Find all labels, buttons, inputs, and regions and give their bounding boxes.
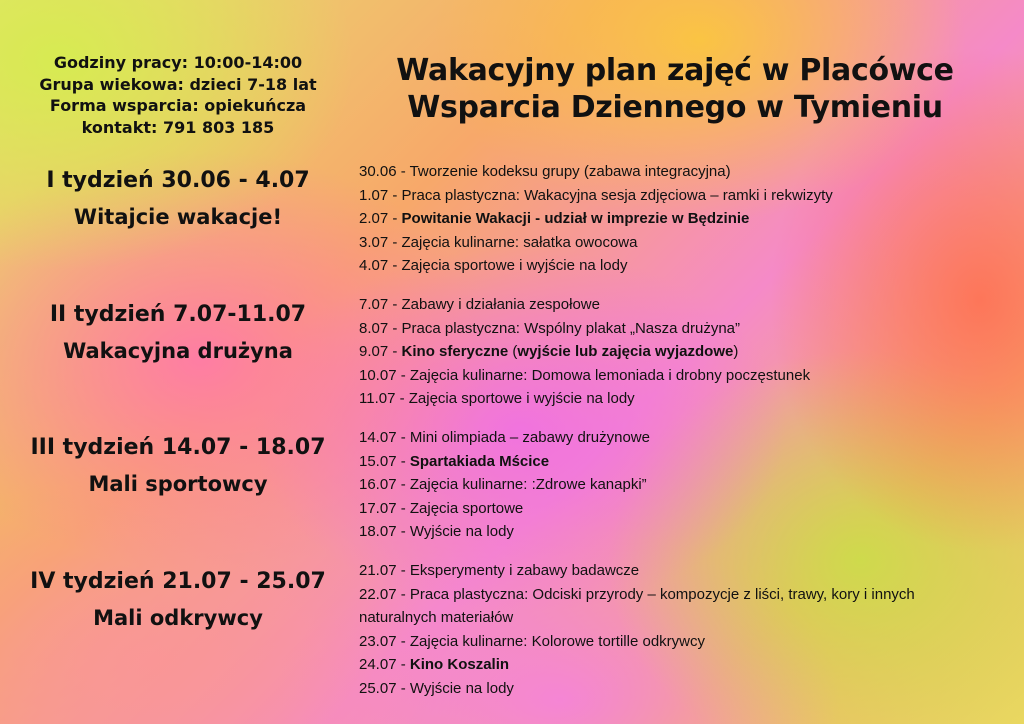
list-item: 24.07 - Kino Koszalin	[359, 656, 510, 673]
week-label: III tydzień 14.07 - 18.07	[30, 435, 326, 460]
list-item: 4.07 - Zajęcia sportowe i wyjście na lody	[359, 257, 628, 274]
week-label: IV tydzień 21.07 - 25.07	[30, 569, 326, 594]
list-item: 1.07 - Praca plastyczna: Wakacyjna sesja zdjęciowa – ramki i rekwizyty	[359, 186, 833, 204]
list-item: 23.07 - Zajęcia kulinarne: Kolorowe tortille odkrywcy	[359, 632, 705, 650]
list-item: 14.07 - Mini olimpiada – zabawy drużynowe	[359, 429, 650, 446]
list-item: 18.07 - Wyjście na lody	[359, 523, 514, 540]
week-3-heading	[10, 430, 346, 502]
week-2-heading	[10, 297, 346, 369]
list-item: 3.07 - Zajęcia kulinarne: sałatka owocowa	[359, 233, 638, 251]
contact-phone: kontakt: 791 803 185	[81, 117, 275, 137]
week-theme: Mali sportowcy	[88, 472, 268, 496]
info-block	[20, 52, 336, 138]
age-group: Grupa wiekowa: dzieci 7-18 lat	[39, 74, 317, 94]
week-3-schedule	[359, 426, 994, 544]
week-label: I tydzień 30.06 - 4.07	[46, 168, 310, 193]
page-title	[350, 52, 1000, 126]
support-form: Forma wsparcia: opiekuńcza	[49, 96, 307, 115]
list-item: 11.07 - Zajęcia sportowe i wyjście na lody	[359, 390, 635, 407]
list-item: 22.07 - Praca plastyczna: Odciski przyrody – kompozycje z liści, trawy, kory i innych naturalnych materiałów	[359, 585, 915, 626]
week-2-schedule	[359, 293, 994, 411]
week-theme: Witajcie wakacje!	[73, 205, 283, 229]
list-item: 7.07 - Zabawy i działania zespołowe	[359, 296, 600, 313]
week-1-schedule	[359, 160, 994, 278]
list-item: 8.07 - Praca plastyczna: Wspólny plakat „Nasza drużyna”	[359, 319, 740, 337]
week-4-schedule	[359, 559, 994, 700]
week-1-heading	[10, 163, 346, 235]
week-4-heading	[10, 564, 346, 636]
list-item: 9.07 - Kino sferyczne (wyjście lub zajęcia wyjazdowe)	[359, 343, 739, 360]
week-theme: Mali odkrywcy	[93, 606, 263, 630]
list-item: 30.06 - Tworzenie kodeksu grupy (zabawa integracyjna)	[359, 163, 731, 180]
list-item: 2.07 - Powitanie Wakacji - udział w imprezie w Będzinie	[359, 210, 750, 227]
list-item: 10.07 - Zajęcia kulinarne: Domowa lemoniada i drobny poczęstunek	[359, 366, 811, 384]
title-line-1: Wakacyjny plan zajęć w Placówce	[396, 53, 954, 88]
title-line-2: Wsparcia Dziennego w Tymieniu	[407, 90, 943, 125]
list-item: 21.07 - Eksperymenty i zabawy badawcze	[359, 562, 640, 579]
working-hours: Godziny pracy: 10:00-14:00	[53, 53, 303, 72]
list-item: 16.07 - Zajęcia kulinarne: :Zdrowe kanapki”	[359, 476, 647, 493]
list-item: 15.07 - Spartakiada Mścice	[359, 452, 550, 470]
week-theme: Wakacyjna drużyna	[63, 339, 293, 363]
list-item: 25.07 - Wyjście na lody	[359, 679, 514, 697]
week-label: II tydzień 7.07-11.07	[49, 302, 307, 327]
list-item: 17.07 - Zajęcia sportowe	[359, 499, 524, 517]
